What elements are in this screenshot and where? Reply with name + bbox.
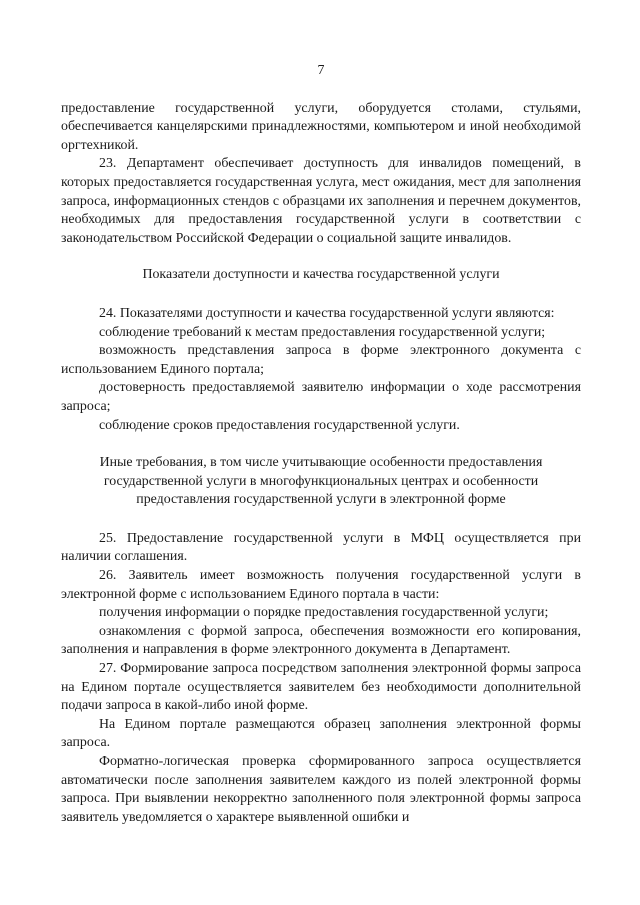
section-heading-other-requirements [61,454,581,510]
heading-line: государственной услуги в многофункциональных центрах и особенности [103,473,539,489]
paragraph-intro-continuation: предоставление государственной услуги, оборудуется столами, стульями, обеспечивается канцелярскими принадлежностями, компьютером и иной необходимой оргтехникой. [61,100,581,153]
page-number: 7 [317,63,325,78]
list-item-deadlines: соблюдение сроков предоставления государственной услуги. [99,417,460,433]
paragraph-26: 26. Заявитель имеет возможность получения государственной услуги в электронной форме с использованием Единого портала в части: [61,568,581,602]
heading-line: Иные требования, в том числе учитывающие особенности предоставления [99,455,543,471]
list-item-requirements: соблюдение требований к местам предоставления государственной услуги; [99,324,546,340]
paragraph-27: 27. Формирование запроса посредством заполнения электронной формы запроса на Едином портале осуществляется заявителем без необходимости дополнительной подачи запроса в какой-либо иной форме. [61,661,581,714]
paragraph-format-check: Форматно-логическая проверка сформированного запроса осуществляется автоматически после заполнения заявителем каждого из полей электронной формы запроса. При выявлении некорректно заполненного поля электронной формы запроса заявитель уведомляется о характере выявленной ошибки и [61,754,581,825]
list-item-form-access: ознакомления с формой запроса, обеспечения возможности его копирования, заполнения и направления в форме электронного документа в Департамент. [61,623,581,658]
heading-line: предоставления государственной услуги в электронной форме [136,492,506,508]
list-item-reliability: достоверность предоставляемой заявителю информации о ходе рассмотрения запроса; [61,380,581,414]
section-heading-accessibility: Показатели доступности и качества государственной услуги [142,267,500,283]
list-item-information: получения информации о порядке предоставления государственной услуги; [99,605,549,621]
paragraph-24: 24. Показателями доступности и качества государственной услуги являются: [99,305,555,321]
list-item-electronic-request: возможность представления запроса в форме электронного документа с использованием Единого портала; [61,343,581,377]
paragraph-sample-form: На Едином портале размещаются образец заполнения электронной формы запроса. [61,716,581,751]
paragraph-25: 25. Предоставление государственной услуги в МФЦ осуществляется при наличии соглашения. [61,530,581,565]
paragraph-23: 23. Департамент обеспечивает доступность для инвалидов помещений, в которых предоставляется государственная услуга, мест ожидания, мест для заполнения запроса, информационных стендов с образцами их заполнения и перечнем документов, необходимых для предоставления государственной услуги в соответствии с законодательством Российской Федерации о социальной защите инвалидов. [61,156,581,246]
